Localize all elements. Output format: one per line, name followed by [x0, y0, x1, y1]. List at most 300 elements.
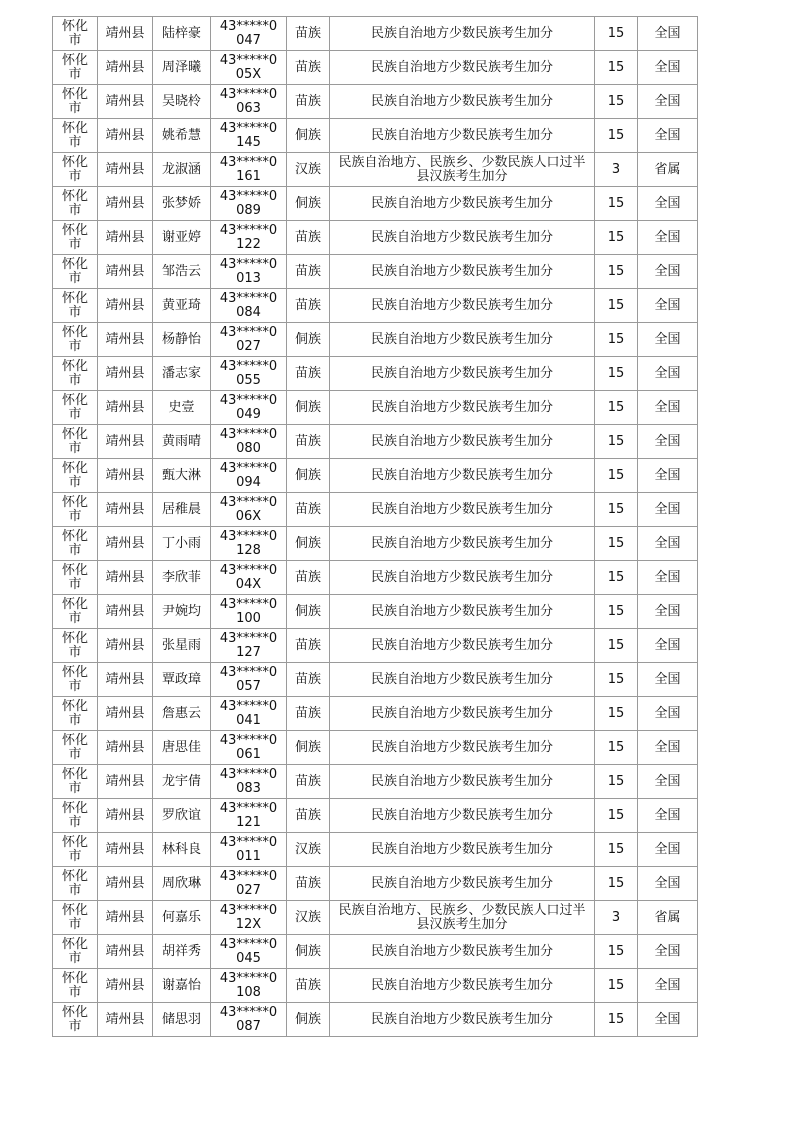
- scope-cell: 全国: [638, 731, 698, 765]
- points-cell: 15: [595, 459, 638, 493]
- county-cell: 靖州县: [98, 289, 153, 323]
- city-text: 怀化市: [61, 290, 88, 320]
- scope-cell: 全国: [638, 357, 698, 391]
- id-number-cell: [211, 187, 287, 221]
- table-row: [53, 969, 698, 1003]
- name-cell: 龙宇倩: [153, 765, 211, 799]
- city-cell: [53, 663, 98, 697]
- ethnicity-cell: 侗族: [287, 595, 330, 629]
- city-text: 怀化市: [61, 18, 88, 48]
- county-cell: 靖州县: [98, 17, 153, 51]
- id-number-cell: [211, 935, 287, 969]
- name-cell: 潘志家: [153, 357, 211, 391]
- scope-cell: 全国: [638, 867, 698, 901]
- ethnicity-cell: 苗族: [287, 663, 330, 697]
- points-cell: 15: [595, 17, 638, 51]
- table-row: [53, 119, 698, 153]
- id-number-text: 43*****005X: [219, 52, 278, 82]
- policy-cell: [330, 1003, 595, 1037]
- policy-text: 民族自治地方少数民族考生加分: [370, 841, 553, 857]
- table-row: [53, 527, 698, 561]
- policy-cell: [330, 595, 595, 629]
- table-row: [53, 867, 698, 901]
- ethnicity-cell: 苗族: [287, 799, 330, 833]
- name-cell: 胡祥秀: [153, 935, 211, 969]
- policy-cell: [330, 969, 595, 1003]
- name-cell: 张梦娇: [153, 187, 211, 221]
- policy-text: 民族自治地方少数民族考生加分: [370, 705, 553, 721]
- city-cell: [53, 289, 98, 323]
- county-cell: 靖州县: [98, 459, 153, 493]
- policy-cell: [330, 867, 595, 901]
- id-number-text: 43*****0087: [219, 1004, 278, 1034]
- scope-cell: 全国: [638, 221, 698, 255]
- table-row: [53, 221, 698, 255]
- county-cell: 靖州县: [98, 119, 153, 153]
- scope-cell: 全国: [638, 799, 698, 833]
- city-cell: [53, 391, 98, 425]
- policy-cell: [330, 561, 595, 595]
- city-text: 怀化市: [61, 256, 88, 286]
- ethnicity-cell: 苗族: [287, 629, 330, 663]
- ethnicity-cell: 汉族: [287, 153, 330, 187]
- city-text: 怀化市: [61, 698, 88, 728]
- city-text: 怀化市: [61, 970, 88, 1000]
- county-cell: 靖州县: [98, 85, 153, 119]
- id-number-cell: [211, 561, 287, 595]
- policy-text: 民族自治地方少数民族考生加分: [370, 365, 553, 381]
- id-number-cell: [211, 697, 287, 731]
- scope-cell: 全国: [638, 425, 698, 459]
- policy-text: 民族自治地方少数民族考生加分: [370, 399, 553, 415]
- policy-cell: [330, 17, 595, 51]
- points-cell: 3: [595, 153, 638, 187]
- points-cell: 15: [595, 527, 638, 561]
- id-number-text: 43*****0094: [219, 460, 278, 490]
- scope-cell: 全国: [638, 51, 698, 85]
- ethnicity-cell: 侗族: [287, 391, 330, 425]
- id-number-text: 43*****0063: [219, 86, 278, 116]
- policy-cell: [330, 187, 595, 221]
- table-row: [53, 561, 698, 595]
- table-row: [53, 629, 698, 663]
- id-number-text: 43*****0055: [219, 358, 278, 388]
- policy-cell: [330, 357, 595, 391]
- name-cell: 黄雨晴: [153, 425, 211, 459]
- ethnicity-cell: 侗族: [287, 935, 330, 969]
- county-cell: 靖州县: [98, 493, 153, 527]
- policy-text: 民族自治地方少数民族考生加分: [370, 671, 553, 687]
- policy-cell: [330, 833, 595, 867]
- name-cell: 李欣菲: [153, 561, 211, 595]
- id-number-cell: [211, 51, 287, 85]
- scope-cell: 省属: [638, 901, 698, 935]
- county-cell: 靖州县: [98, 51, 153, 85]
- policy-cell: [330, 425, 595, 459]
- points-cell: 15: [595, 255, 638, 289]
- name-cell: 张星雨: [153, 629, 211, 663]
- name-cell: 林科良: [153, 833, 211, 867]
- city-text: 怀化市: [61, 188, 88, 218]
- policy-text: 民族自治地方少数民族考生加分: [370, 263, 553, 279]
- city-cell: [53, 85, 98, 119]
- ethnicity-cell: 苗族: [287, 17, 330, 51]
- ethnicity-cell: 苗族: [287, 221, 330, 255]
- policy-cell: [330, 731, 595, 765]
- policy-text: 民族自治地方少数民族考生加分: [370, 433, 553, 449]
- county-cell: 靖州县: [98, 901, 153, 935]
- city-cell: [53, 731, 98, 765]
- city-text: 怀化市: [61, 392, 88, 422]
- policy-cell: [330, 221, 595, 255]
- scope-cell: 全国: [638, 255, 698, 289]
- name-cell: 尹婉均: [153, 595, 211, 629]
- policy-cell: [330, 901, 595, 935]
- city-cell: [53, 493, 98, 527]
- id-number-text: 43*****0061: [219, 732, 278, 762]
- city-text: 怀化市: [61, 936, 88, 966]
- points-cell: 15: [595, 357, 638, 391]
- city-cell: [53, 935, 98, 969]
- county-cell: 靖州县: [98, 867, 153, 901]
- policy-text: 民族自治地方少数民族考生加分: [370, 535, 553, 551]
- id-number-cell: [211, 221, 287, 255]
- city-cell: [53, 561, 98, 595]
- scope-cell: 全国: [638, 527, 698, 561]
- table-row: [53, 663, 698, 697]
- city-cell: [53, 119, 98, 153]
- policy-text: 民族自治地方少数民族考生加分: [370, 1011, 553, 1027]
- scope-cell: 全国: [638, 85, 698, 119]
- policy-cell: [330, 323, 595, 357]
- id-number-text: 43*****0049: [219, 392, 278, 422]
- city-text: 怀化市: [61, 834, 88, 864]
- city-cell: [53, 833, 98, 867]
- points-cell: 15: [595, 323, 638, 357]
- county-cell: 靖州县: [98, 153, 153, 187]
- scope-cell: 全国: [638, 833, 698, 867]
- policy-cell: [330, 85, 595, 119]
- ethnicity-cell: 侗族: [287, 731, 330, 765]
- ethnicity-cell: 苗族: [287, 493, 330, 527]
- city-text: 怀化市: [61, 494, 88, 524]
- policy-cell: [330, 391, 595, 425]
- id-number-text: 43*****0057: [219, 664, 278, 694]
- policy-cell: [330, 153, 595, 187]
- county-cell: 靖州县: [98, 765, 153, 799]
- city-cell: [53, 17, 98, 51]
- name-cell: 周泽曦: [153, 51, 211, 85]
- city-cell: [53, 153, 98, 187]
- county-cell: 靖州县: [98, 357, 153, 391]
- bonus-points-table: [52, 16, 698, 1037]
- name-cell: 居稚晨: [153, 493, 211, 527]
- county-cell: 靖州县: [98, 1003, 153, 1037]
- name-cell: 丁小雨: [153, 527, 211, 561]
- points-cell: 15: [595, 833, 638, 867]
- ethnicity-cell: 苗族: [287, 357, 330, 391]
- policy-text: 民族自治地方少数民族考生加分: [370, 637, 553, 653]
- ethnicity-cell: 侗族: [287, 187, 330, 221]
- points-cell: 15: [595, 561, 638, 595]
- city-text: 怀化市: [61, 766, 88, 796]
- id-number-cell: [211, 663, 287, 697]
- name-cell: 詹惠云: [153, 697, 211, 731]
- name-cell: 龙淑涵: [153, 153, 211, 187]
- county-cell: 靖州县: [98, 323, 153, 357]
- table-row: [53, 323, 698, 357]
- table-row: [53, 17, 698, 51]
- ethnicity-cell: 苗族: [287, 255, 330, 289]
- name-cell: 吴晓柃: [153, 85, 211, 119]
- ethnicity-cell: 侗族: [287, 527, 330, 561]
- policy-cell: [330, 51, 595, 85]
- id-number-text: 43*****0145: [219, 120, 278, 150]
- policy-text: 民族自治地方少数民族考生加分: [370, 127, 553, 143]
- policy-text: 民族自治地方少数民族考生加分: [370, 943, 553, 959]
- points-cell: 15: [595, 595, 638, 629]
- name-cell: 史壹: [153, 391, 211, 425]
- county-cell: 靖州县: [98, 221, 153, 255]
- policy-cell: [330, 493, 595, 527]
- id-number-text: 43*****0083: [219, 766, 278, 796]
- city-cell: [53, 629, 98, 663]
- city-cell: [53, 357, 98, 391]
- ethnicity-cell: 侗族: [287, 459, 330, 493]
- county-cell: 靖州县: [98, 391, 153, 425]
- table-row: [53, 357, 698, 391]
- name-cell: 覃政璋: [153, 663, 211, 697]
- id-number-text: 43*****0127: [219, 630, 278, 660]
- table-row: [53, 255, 698, 289]
- city-cell: [53, 425, 98, 459]
- ethnicity-cell: 侗族: [287, 1003, 330, 1037]
- id-number-text: 43*****0080: [219, 426, 278, 456]
- policy-text: 民族自治地方少数民族考生加分: [370, 977, 553, 993]
- name-cell: 谢亚婷: [153, 221, 211, 255]
- id-number-cell: [211, 493, 287, 527]
- scope-cell: 全国: [638, 629, 698, 663]
- points-cell: 15: [595, 731, 638, 765]
- ethnicity-cell: 汉族: [287, 833, 330, 867]
- name-cell: 甄大淋: [153, 459, 211, 493]
- id-number-cell: [211, 459, 287, 493]
- scope-cell: 全国: [638, 935, 698, 969]
- points-cell: 15: [595, 221, 638, 255]
- ethnicity-cell: 侗族: [287, 119, 330, 153]
- name-cell: 周欣琳: [153, 867, 211, 901]
- id-number-text: 43*****006X: [219, 494, 278, 524]
- table-row: [53, 187, 698, 221]
- points-cell: 15: [595, 969, 638, 1003]
- table-row: [53, 85, 698, 119]
- id-number-cell: [211, 867, 287, 901]
- points-cell: 15: [595, 51, 638, 85]
- city-text: 怀化市: [61, 120, 88, 150]
- policy-cell: [330, 663, 595, 697]
- ethnicity-cell: 苗族: [287, 51, 330, 85]
- city-cell: [53, 595, 98, 629]
- ethnicity-cell: 苗族: [287, 85, 330, 119]
- scope-cell: 全国: [638, 697, 698, 731]
- city-text: 怀化市: [61, 52, 88, 82]
- policy-text: 民族自治地方少数民族考生加分: [370, 875, 553, 891]
- table-row: [53, 289, 698, 323]
- points-cell: 15: [595, 765, 638, 799]
- policy-text: 民族自治地方少数民族考生加分: [370, 25, 553, 41]
- points-cell: 15: [595, 867, 638, 901]
- city-cell: [53, 221, 98, 255]
- policy-text: 民族自治地方少数民族考生加分: [370, 195, 553, 211]
- policy-cell: [330, 119, 595, 153]
- name-cell: 邹浩云: [153, 255, 211, 289]
- county-cell: 靖州县: [98, 527, 153, 561]
- county-cell: 靖州县: [98, 187, 153, 221]
- table-row: [53, 833, 698, 867]
- id-number-text: 43*****0013: [219, 256, 278, 286]
- city-text: 怀化市: [61, 528, 88, 558]
- ethnicity-cell: 汉族: [287, 901, 330, 935]
- city-cell: [53, 969, 98, 1003]
- city-text: 怀化市: [61, 868, 88, 898]
- scope-cell: 全国: [638, 969, 698, 1003]
- points-cell: 15: [595, 799, 638, 833]
- ethnicity-cell: 苗族: [287, 969, 330, 1003]
- scope-cell: 全国: [638, 391, 698, 425]
- name-cell: 黄亚琦: [153, 289, 211, 323]
- points-cell: 15: [595, 697, 638, 731]
- city-cell: [53, 1003, 98, 1037]
- city-cell: [53, 697, 98, 731]
- ethnicity-cell: 苗族: [287, 765, 330, 799]
- id-number-cell: [211, 153, 287, 187]
- points-cell: 15: [595, 935, 638, 969]
- city-text: 怀化市: [61, 426, 88, 456]
- ethnicity-cell: 苗族: [287, 289, 330, 323]
- policy-text: 民族自治地方少数民族考生加分: [370, 739, 553, 755]
- id-number-cell: [211, 85, 287, 119]
- table-row: [53, 765, 698, 799]
- id-number-text: 43*****0161: [219, 154, 278, 184]
- county-cell: 靖州县: [98, 629, 153, 663]
- table-row: [53, 901, 698, 935]
- id-number-cell: [211, 425, 287, 459]
- county-cell: 靖州县: [98, 799, 153, 833]
- city-text: 怀化市: [61, 324, 88, 354]
- county-cell: 靖州县: [98, 663, 153, 697]
- policy-text: 民族自治地方少数民族考生加分: [370, 807, 553, 823]
- id-number-cell: [211, 833, 287, 867]
- name-cell: 杨静怡: [153, 323, 211, 357]
- id-number-cell: [211, 391, 287, 425]
- ethnicity-cell: 苗族: [287, 697, 330, 731]
- policy-cell: [330, 697, 595, 731]
- policy-text: 民族自治地方、民族乡、少数民族人口过半县汉族考生加分: [338, 902, 586, 932]
- id-number-cell: [211, 527, 287, 561]
- scope-cell: 全国: [638, 663, 698, 697]
- city-cell: [53, 527, 98, 561]
- city-text: 怀化市: [61, 222, 88, 252]
- name-cell: 储思羽: [153, 1003, 211, 1037]
- id-number-cell: [211, 1003, 287, 1037]
- county-cell: 靖州县: [98, 969, 153, 1003]
- scope-cell: 全国: [638, 561, 698, 595]
- id-number-text: 43*****012X: [219, 902, 278, 932]
- points-cell: 15: [595, 1003, 638, 1037]
- city-text: 怀化市: [61, 562, 88, 592]
- points-cell: 15: [595, 187, 638, 221]
- ethnicity-cell: 苗族: [287, 425, 330, 459]
- id-number-text: 43*****0128: [219, 528, 278, 558]
- scope-cell: 全国: [638, 17, 698, 51]
- table-row: [53, 697, 698, 731]
- name-cell: 唐思佳: [153, 731, 211, 765]
- policy-text: 民族自治地方少数民族考生加分: [370, 331, 553, 347]
- table-row: [53, 153, 698, 187]
- policy-text: 民族自治地方、民族乡、少数民族人口过半县汉族考生加分: [338, 154, 586, 184]
- table-row: [53, 459, 698, 493]
- points-cell: 15: [595, 493, 638, 527]
- policy-text: 民族自治地方少数民族考生加分: [370, 93, 553, 109]
- scope-cell: 全国: [638, 187, 698, 221]
- city-cell: [53, 901, 98, 935]
- table-row: [53, 391, 698, 425]
- id-number-text: 43*****0041: [219, 698, 278, 728]
- table-row: [53, 1003, 698, 1037]
- name-cell: 谢嘉怡: [153, 969, 211, 1003]
- id-number-text: 43*****0045: [219, 936, 278, 966]
- county-cell: 靖州县: [98, 697, 153, 731]
- policy-cell: [330, 629, 595, 663]
- id-number-cell: [211, 357, 287, 391]
- points-cell: 15: [595, 85, 638, 119]
- ethnicity-cell: 苗族: [287, 867, 330, 901]
- points-cell: 15: [595, 391, 638, 425]
- scope-cell: 全国: [638, 1003, 698, 1037]
- county-cell: 靖州县: [98, 425, 153, 459]
- scope-cell: 省属: [638, 153, 698, 187]
- name-cell: 何嘉乐: [153, 901, 211, 935]
- policy-text: 民族自治地方少数民族考生加分: [370, 297, 553, 313]
- county-cell: 靖州县: [98, 561, 153, 595]
- city-cell: [53, 255, 98, 289]
- city-text: 怀化市: [61, 154, 88, 184]
- id-number-text: 43*****0089: [219, 188, 278, 218]
- city-cell: [53, 51, 98, 85]
- id-number-cell: [211, 969, 287, 1003]
- county-cell: 靖州县: [98, 595, 153, 629]
- city-text: 怀化市: [61, 596, 88, 626]
- policy-text: 民族自治地方少数民族考生加分: [370, 501, 553, 517]
- ethnicity-cell: 侗族: [287, 323, 330, 357]
- scope-cell: 全国: [638, 765, 698, 799]
- city-cell: [53, 867, 98, 901]
- policy-text: 民族自治地方少数民族考生加分: [370, 229, 553, 245]
- table-row: [53, 493, 698, 527]
- city-text: 怀化市: [61, 732, 88, 762]
- county-cell: 靖州县: [98, 731, 153, 765]
- points-cell: 3: [595, 901, 638, 935]
- policy-text: 民族自治地方少数民族考生加分: [370, 773, 553, 789]
- id-number-cell: [211, 323, 287, 357]
- id-number-text: 43*****0100: [219, 596, 278, 626]
- id-number-cell: [211, 17, 287, 51]
- city-text: 怀化市: [61, 800, 88, 830]
- id-number-text: 43*****0011: [219, 834, 278, 864]
- table-row: [53, 425, 698, 459]
- scope-cell: 全国: [638, 595, 698, 629]
- table-body: [53, 17, 698, 1037]
